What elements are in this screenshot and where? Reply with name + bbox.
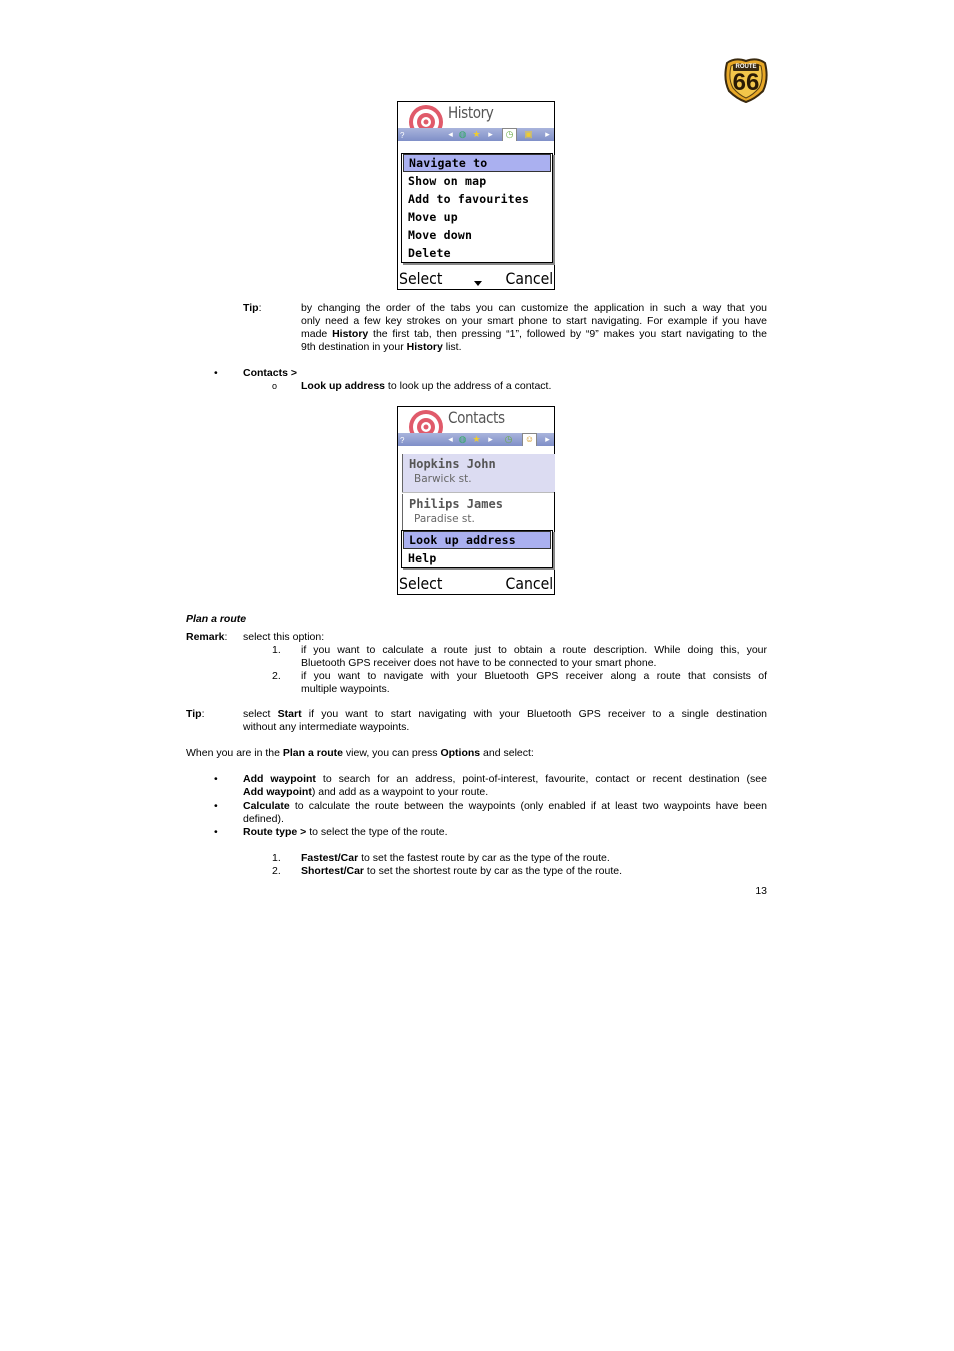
tab-arrow-icon[interactable]: ▸ — [488, 434, 493, 444]
logo-number: 66 — [732, 69, 760, 96]
menu-item-look-up-address[interactable]: Look up address — [403, 531, 551, 549]
tip-label: Tip: — [243, 302, 262, 314]
list-item: Route type > to select the type of the route. — [243, 826, 448, 838]
list-number: 2. — [272, 670, 281, 682]
sub-bullet-icon: o — [272, 381, 278, 391]
tab-right-arrow-icon[interactable]: ▸ — [545, 129, 550, 139]
bullet-icon: • — [214, 800, 218, 812]
section-heading: Plan a route — [186, 613, 247, 625]
menu-item-move-up[interactable]: Move up — [408, 210, 458, 224]
menu-item-show-on-map[interactable]: Show on map — [408, 174, 487, 188]
tab-bar[interactable] — [398, 433, 554, 446]
tab-history-clock-icon[interactable]: ◷ — [504, 434, 513, 444]
contact-row[interactable] — [402, 494, 555, 532]
bullet-icon: • — [214, 367, 218, 379]
tab-favourites-star-icon[interactable]: ★ — [472, 434, 481, 444]
screen-header — [398, 102, 554, 154]
cancel-softkey[interactable]: Cancel — [505, 574, 553, 593]
logo-route-text: ROUTE — [735, 64, 757, 70]
list-number: 1. — [272, 644, 281, 656]
tip-label: Tip: — [186, 708, 205, 720]
tab-bar[interactable] — [398, 128, 554, 141]
screen-title: Contacts — [448, 408, 505, 427]
tab-right-arrow-icon[interactable]: ▸ — [545, 434, 550, 444]
list-item: Add waypoint to search for an address, point-of-interest, favourite, contact or recent destination (see Add waypoint) and add as a waypoint to your route. — [243, 773, 767, 798]
menu-item-navigate-to[interactable]: Navigate to — [403, 154, 551, 172]
tip-text: select Start if you want to start navigating with your Bluetooth GPS receiver to a single destination — [243, 708, 768, 720]
contact-row[interactable] — [402, 454, 555, 492]
screen-header — [398, 407, 554, 459]
help-icon[interactable]: ? — [400, 131, 405, 140]
remark-text: select this option: — [243, 631, 325, 643]
list-item: Calculate to calculate the route between the waypoints (only enabled if at least two waypoints have been defined). — [243, 800, 767, 825]
menu-item-move-down[interactable]: Move down — [408, 228, 473, 242]
select-softkey[interactable]: Select — [399, 574, 443, 593]
page-number: 13 — [755, 885, 767, 897]
list-number: 1. — [272, 852, 281, 864]
list-item: if you want to navigate with your Bluetooth GPS receiver along a route that consists of multiple waypoints. — [301, 670, 767, 695]
tab-left-arrow-icon[interactable]: ◂ — [448, 434, 453, 444]
tab-left-arrow-icon[interactable]: ◂ — [448, 129, 453, 139]
contact-name: Philips James — [409, 497, 503, 511]
tab-arrow-icon[interactable]: ▸ — [488, 129, 493, 139]
list-item: Shortest/Car to set the shortest route by car as the type of the route. — [301, 865, 622, 877]
tip-text: by changing the order of the tabs you can customize the application in such a way that you only need a few key strokes on your smart phone to start navigating. For example if you have made History the first tab, then pressing “1”, followed by “9” makes you start navigating to the 9th destination in your History list. — [301, 302, 767, 353]
menu-item-help[interactable]: Help — [408, 551, 437, 565]
menu-item-delete[interactable]: Delete — [408, 246, 451, 260]
contact-address: Barwick st. — [414, 473, 472, 485]
tip-text-line2: without any intermediate waypoints. — [243, 721, 410, 733]
bullet-icon: • — [214, 773, 218, 785]
bullet-icon: • — [214, 826, 218, 838]
contacts-bullet-label: Contacts > — [243, 367, 297, 379]
screen-title: History — [448, 103, 494, 122]
options-menu — [401, 530, 553, 568]
help-icon[interactable]: ? — [400, 436, 405, 445]
remark-label: Remark: — [186, 631, 228, 643]
tab-history-clock-icon[interactable]: ◷ — [502, 128, 517, 141]
scroll-down-icon — [474, 281, 482, 286]
divider — [402, 492, 554, 493]
select-softkey[interactable]: Select — [399, 269, 443, 288]
intro-text: When you are in the Plan a route view, you can press Options and select: — [186, 747, 534, 759]
list-number: 2. — [272, 865, 281, 877]
tab-planet-icon[interactable]: ◍ — [458, 434, 467, 444]
history-screenshot — [397, 101, 555, 290]
look-up-address-description: Look up address to look up the address of a contact. — [301, 380, 552, 392]
route66-logo — [723, 55, 769, 103]
list-item: if you want to calculate a route just to obtain a route description. While doing this, your Bluetooth GPS receiver does not have to be connected to your smart phone. — [301, 644, 767, 669]
contact-address: Paradise st. — [414, 513, 475, 525]
cancel-softkey[interactable]: Cancel — [505, 269, 553, 288]
tab-planet-icon[interactable]: ◍ — [458, 129, 467, 139]
contacts-screenshot — [397, 406, 555, 595]
softkey-bar — [398, 574, 554, 594]
list-item: Fastest/Car to set the fastest route by car as the type of the route. — [301, 852, 610, 864]
tab-contacts-icon[interactable]: ☺ — [522, 433, 537, 446]
tab-favourites-star-icon[interactable]: ★ — [472, 129, 481, 139]
menu-item-add-to-favourites[interactable]: Add to favourites — [408, 192, 530, 206]
softkey-bar — [398, 269, 554, 289]
options-menu — [401, 153, 553, 263]
contact-name: Hopkins John — [409, 457, 496, 471]
tab-contacts-icon[interactable]: ▣ — [524, 129, 533, 139]
